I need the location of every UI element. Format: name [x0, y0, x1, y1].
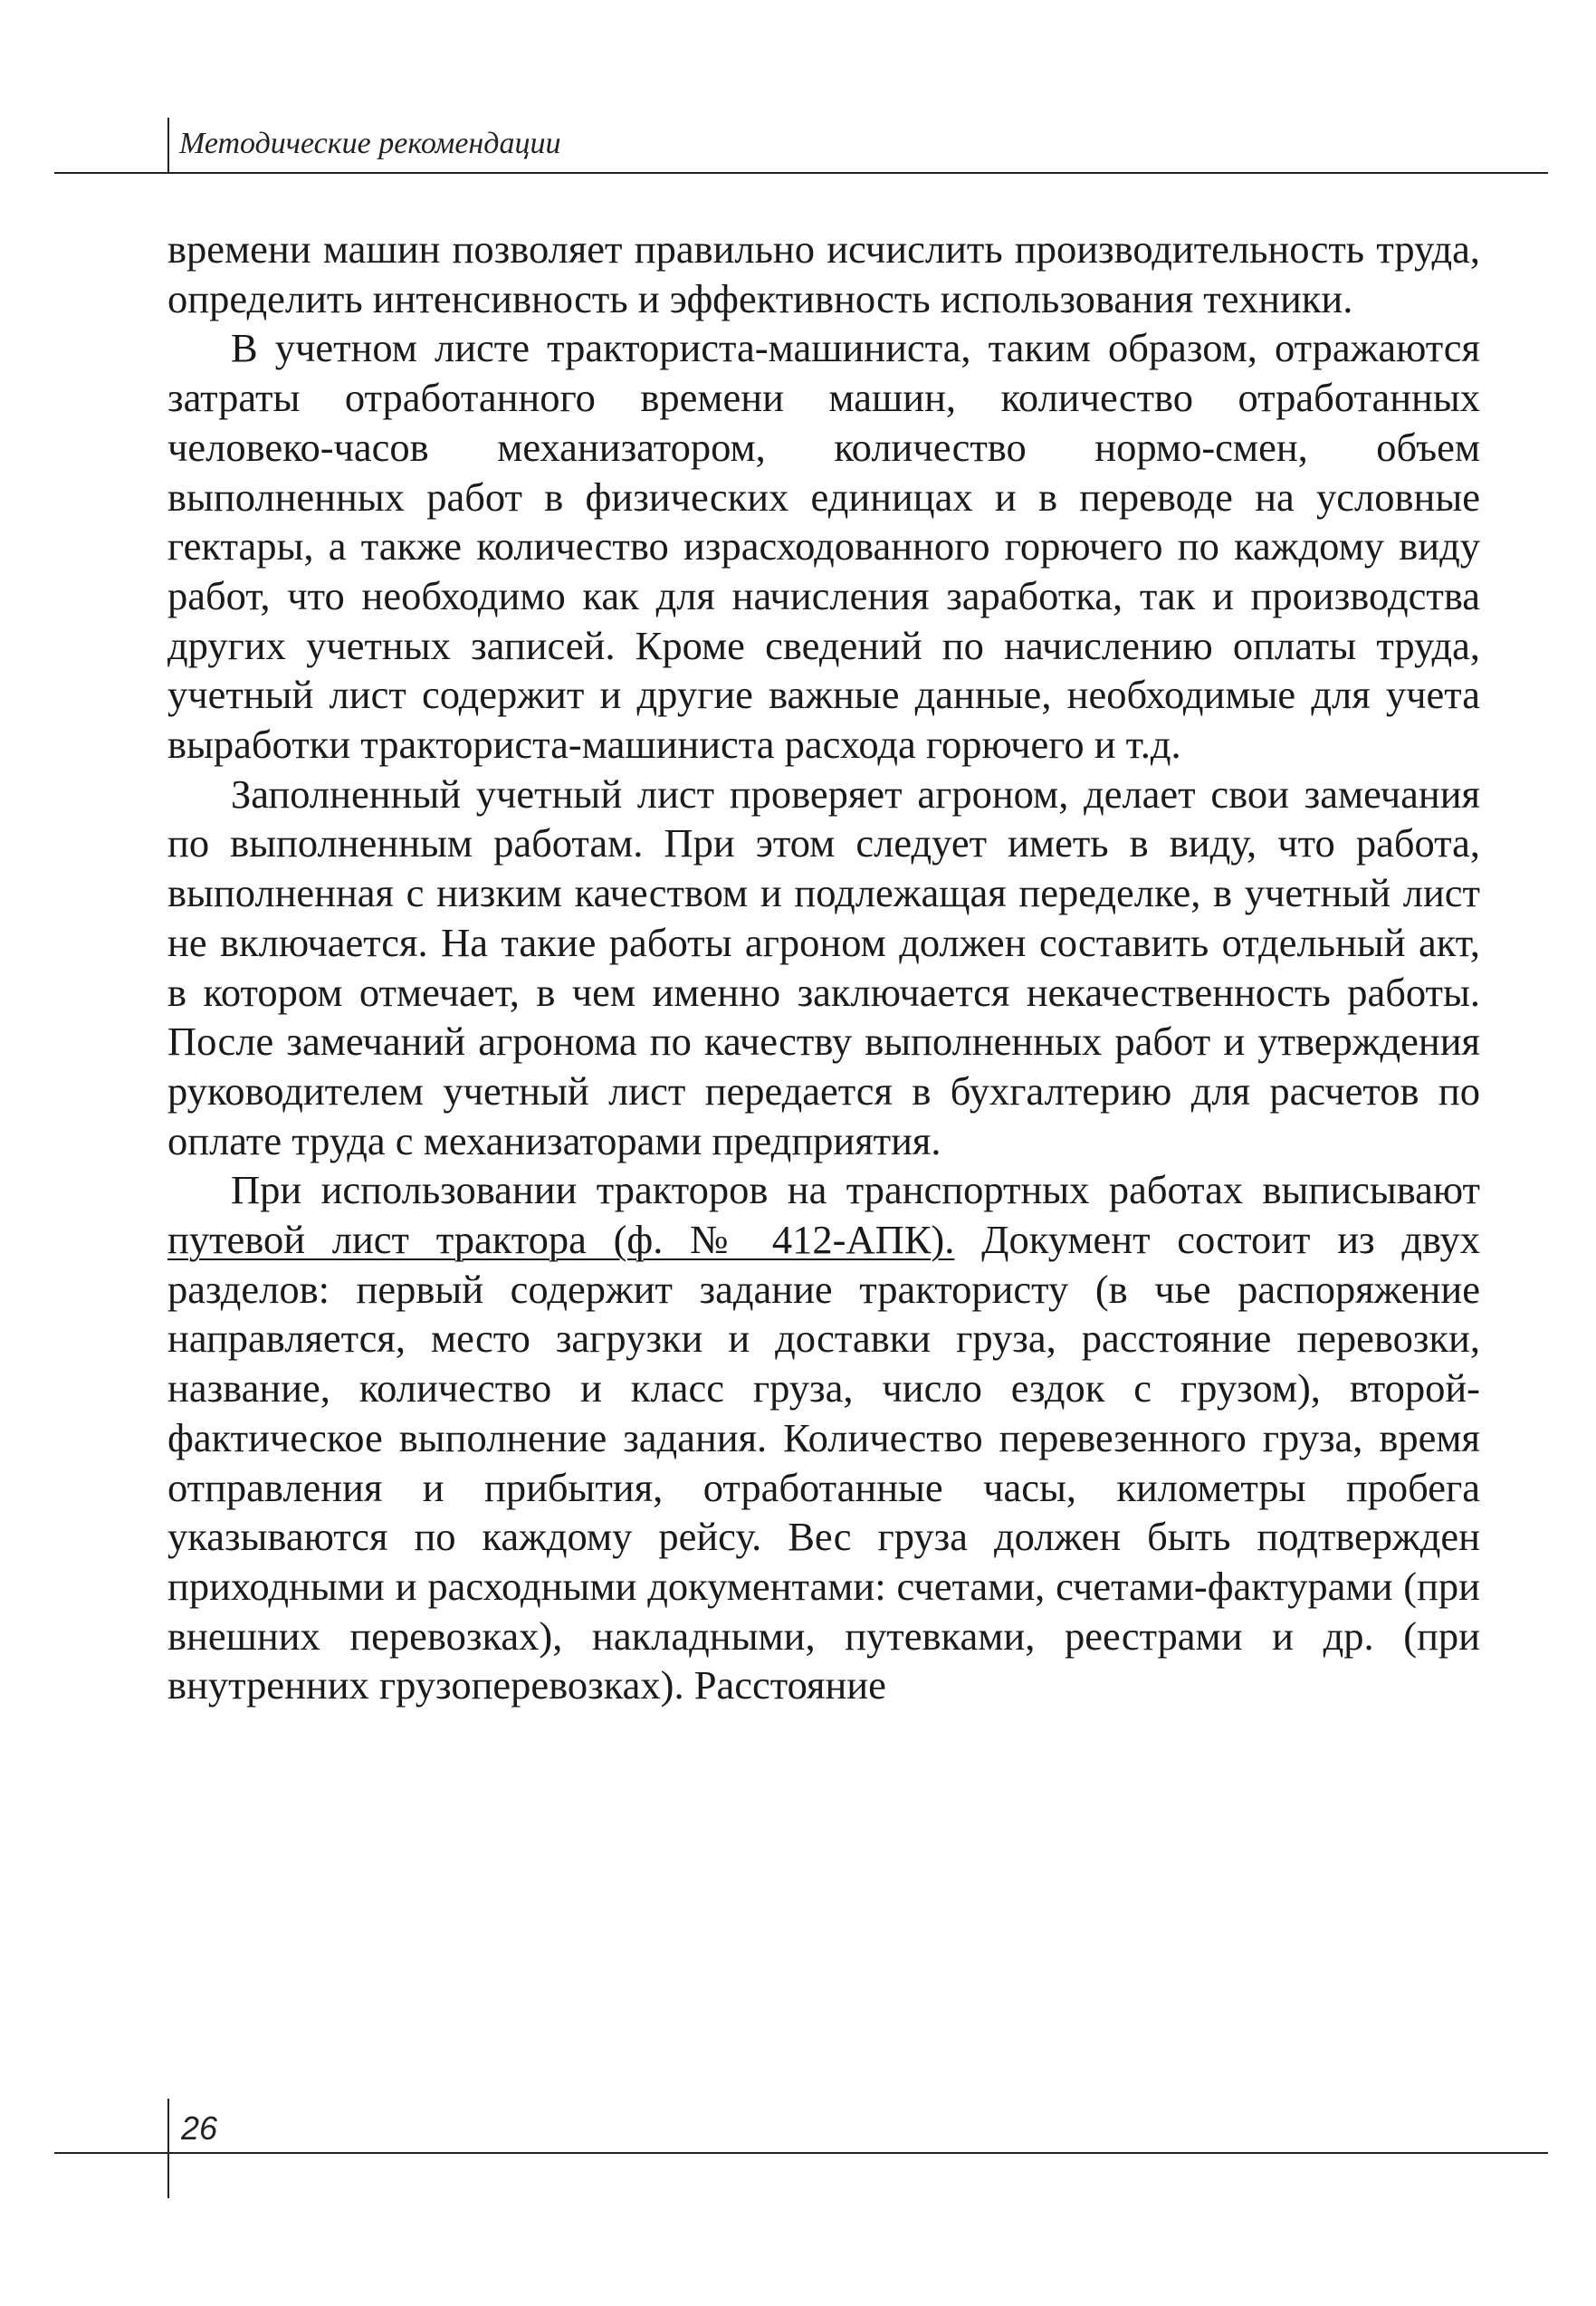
paragraph-waybill [167, 1165, 1480, 1710]
paragraph-tractor-record-sheet: В учетном листе тракториста-машиниста, таким образом, отражаются затраты отработанного времени машин, количество отработанных человеко-часов механизатором, количество нормо-смен, объем выполненных работ в физических единицах и в переводе на условные гектары, а также количество израсходованного горючего по каждому виду работ, что необходимо как для начисления заработка, так и производства других учетных записей. Кроме сведений по начислению оплаты труда, учетный лист содержит и другие важные данные, необходимые для учета выработки тракториста-машиниста расхода горючего и т.д. [167, 325, 1480, 768]
footer-horizontal-rule [54, 2152, 1548, 2154]
footer-vertical-rule [167, 2099, 169, 2198]
page-body [167, 225, 1480, 1710]
paragraph-waybill-rest: Документ состоит из двух разделов: первый содержит задание трактористу (в чье распоряжение направляется, место загрузки и доставки груза, расстояние перевозки, название, количество и класс груза, число ездок с грузом), второй-фактическое выполнение задания. Количество перевезенного груза, время отправления и прибытия, отработанные часы, километры пробега указываются по каждому рейсу. Вес груза должен быть подтвержден приходными и расходными документами: счетами, счетами-фактурами (при внешних перевозках), накладными, путевками, реестрами и др. (при внутренних грузоперевозках). Расстояние [167, 1217, 1480, 1708]
paragraph-waybill-lead: При использовании тракторов на транспортных работах выписывают [231, 1167, 1480, 1213]
header-horizontal-rule [54, 172, 1548, 174]
waybill-form-reference: путевой лист трактора (ф. № 412-АПК). [167, 1217, 955, 1263]
paragraph-agronomist-check: Заполненный учетный лист проверяет агроном, делает свои замечания по выполненным работам. При этом следует иметь в виду, что работа, выполненная с низким качеством и подлежащая переделке, в учетный лист не включается. На такие работы агроном должен составить отдельный акт, в котором отмечает, в чем именно заключается некачественность работы. После замечаний агронома по качеству выполненных работ и утверждения руководителем учетный лист передается в бухгалтерию для расчетов по оплате труда с механизаторами предприятия. [167, 770, 1480, 1163]
running-header-title: Методические рекомендации [179, 127, 561, 160]
page-number: 26 [181, 2110, 218, 2147]
header-vertical-rule [167, 118, 169, 174]
paragraph-continuation: времени машин позволяет правильно исчислить производительность труда, определить интенсивность и эффективность использования техники. [167, 226, 1480, 321]
